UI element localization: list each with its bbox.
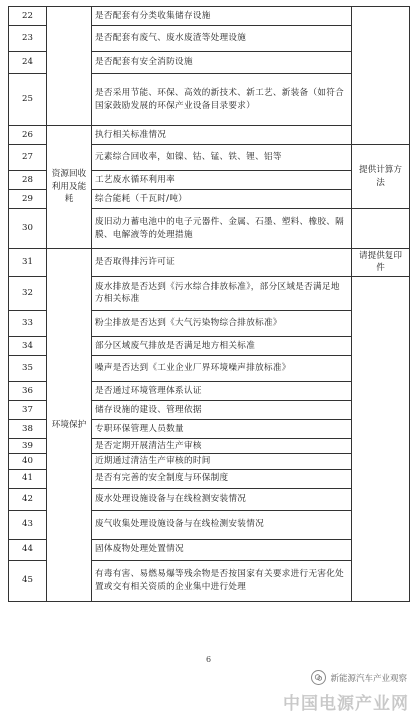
row-text: 工艺废水循环利用率 — [92, 171, 352, 190]
requirement-cell-empty — [352, 209, 410, 249]
row-text: 噪声是否达到《工业企业厂界环境噪声排放标准》 — [92, 355, 352, 381]
row-number: 25 — [9, 74, 47, 126]
row-number: 41 — [9, 469, 47, 488]
note-calc-method: 提供计算方法 — [352, 145, 410, 209]
row-number: 34 — [9, 336, 47, 355]
table-row — [9, 7, 410, 26]
row-number: 44 — [9, 539, 47, 560]
requirement-cell-empty — [352, 7, 410, 145]
row-text: 是否配套有分类收集储存设施 — [92, 7, 352, 26]
row-number: 39 — [9, 438, 47, 453]
row-text: 是否有完善的安全制度与环保制度 — [92, 469, 352, 488]
row-text: 有毒有害、易燃易爆等残余物是否按国家有关要求进行无害化处置或交有相关资质的企业集中进行处理 — [92, 560, 352, 601]
row-number: 36 — [9, 381, 47, 400]
watermark-account-text: 新能源汽车产业观察 — [330, 673, 407, 684]
page-number: 6 — [205, 655, 212, 664]
row-text: 废气收集处理设施设备与在线检测安装情况 — [92, 510, 352, 539]
row-text: 是否采用节能、环保、高效的新技术、新工艺、新装备（如符合国家鼓励发展的环保产业设备目录要求） — [92, 74, 352, 126]
row-number: 37 — [9, 400, 47, 419]
row-text: 是否配套有安全消防设施 — [92, 52, 352, 74]
row-number: 32 — [9, 276, 47, 310]
row-text: 综合能耗（千瓦时/吨） — [92, 190, 352, 209]
row-text: 粉尘排放是否达到《大气污染物综合排放标准》 — [92, 310, 352, 336]
row-text: 废水排放是否达到《污水综合排放标准》，部分区域是否满足地方相关标准 — [92, 276, 352, 310]
table-row — [9, 126, 410, 145]
row-number: 26 — [9, 126, 47, 145]
row-number: 27 — [9, 145, 47, 171]
row-text: 废旧动力蓄电池中的电子元器件、金属、石墨、塑料、橡胶、隔膜、电解液等的处理措施 — [92, 209, 352, 249]
row-text: 执行相关标准情况 — [92, 126, 352, 145]
row-text: 是否通过环境管理体系认证 — [92, 381, 352, 400]
watermark-account — [311, 670, 407, 685]
wechat-icon — [311, 670, 326, 685]
row-number: 22 — [9, 7, 47, 26]
row-number: 45 — [9, 560, 47, 601]
row-text: 固体废物处理处置情况 — [92, 539, 352, 560]
category-cell-empty — [47, 7, 92, 126]
row-text: 储存设施的建设、管理依据 — [92, 400, 352, 419]
row-number: 24 — [9, 52, 47, 74]
row-text: 废水处理设施设备与在线检测安装情况 — [92, 488, 352, 510]
note-provide-copy: 请提供复印件 — [352, 249, 410, 277]
row-text: 近期通过清洁生产审核的时间 — [92, 454, 352, 469]
row-number: 33 — [9, 310, 47, 336]
category-resource: 资源回收利用及能耗 — [47, 126, 92, 249]
row-number: 30 — [9, 209, 47, 249]
table-row — [9, 249, 410, 277]
row-number: 42 — [9, 488, 47, 510]
row-number: 40 — [9, 454, 47, 469]
row-text: 部分区域废气排放是否满足地方相关标准 — [92, 336, 352, 355]
row-number: 35 — [9, 355, 47, 381]
row-number: 38 — [9, 419, 47, 438]
watermark-site: 中国电源产业网 — [283, 694, 409, 714]
row-number: 43 — [9, 510, 47, 539]
row-text: 专职环保管理人员数量 — [92, 419, 352, 438]
row-text: 元素综合回收率，如镍、钴、锰、铁、锂、铝等 — [92, 145, 352, 171]
row-number: 29 — [9, 190, 47, 209]
row-number: 23 — [9, 26, 47, 52]
requirement-cell-empty — [352, 276, 410, 601]
row-text: 是否定期开展清洁生产审核 — [92, 438, 352, 453]
checklist-table — [8, 6, 410, 602]
row-number: 31 — [9, 249, 47, 277]
row-number: 28 — [9, 171, 47, 190]
row-text: 是否取得排污许可证 — [92, 249, 352, 277]
row-text: 是否配套有废气、废水废渣等处理设施 — [92, 26, 352, 52]
category-environment: 环境保护 — [47, 249, 92, 602]
